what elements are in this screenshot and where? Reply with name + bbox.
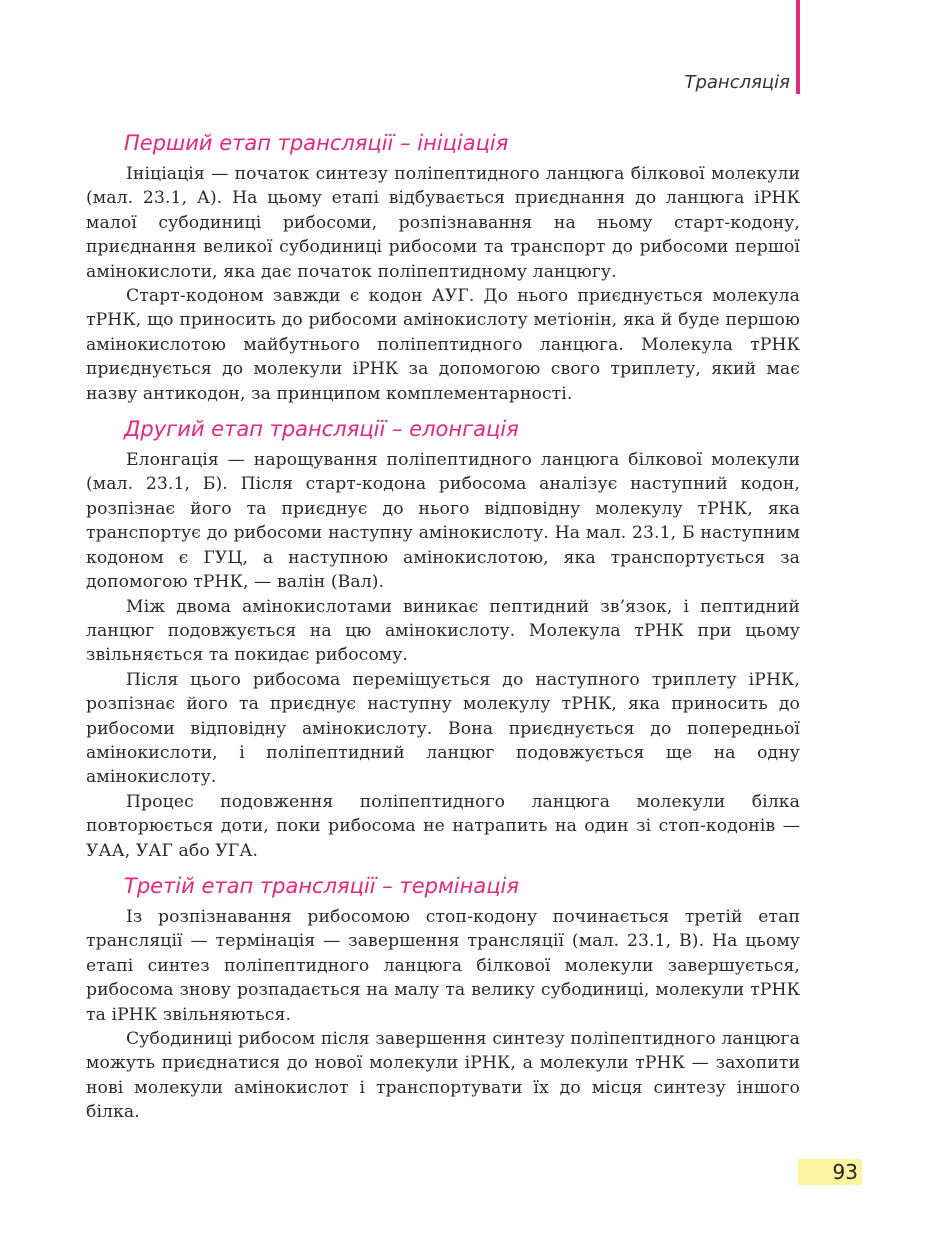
section-initiation (86, 128, 800, 406)
paragraph: Із розпізнавання рибосомою стоп-кодону починається третій етап трансляції — термінація — завершення трансляції (мал. 23.1, В). На цьому етапі синтез поліпептидного ланцюга білкової молекули завершується, рибосома знову розпадається на малу та велику субодиниці, молекули тРНК та іРНК звільняються. (86, 906, 800, 1025)
header-accent-bar (796, 0, 800, 94)
page-content (86, 128, 800, 1125)
section-title: Перший етап трансляції – ініціація (124, 131, 509, 155)
paragraph: Старт-кодоном завжди є кодон АУГ. До нього приєднується молекула тРНК, що приносить до рибосоми амінокислоту метіонін, яка й буде першою амінокислотою майбутнього поліпептидного ланцюга. Молекула тРНК приєднується до молекули іРНК за допомогою свого триплету, який має назву антикодон, за принципом комплементарності. (86, 286, 800, 404)
page-number: 93 (798, 1159, 862, 1185)
paragraph: Субодиниці рибосом після завершення синтезу поліпептидного ланцюга можуть приєднатися до нової молекули іРНК, а молекули тРНК — захопити нові молекули амінокислот і транспортувати їх до місця синтезу іншого білка. (86, 1029, 800, 1123)
paragraph: Між двома амінокислотами виникає пептидний зв’язок, і пептидний ланцюг подовжується на цю амінокислоту. Молекула тРНК при цьому звільняється та покидає рибосому. (86, 596, 800, 666)
section-title: Третій етап трансляції – термінація (124, 873, 519, 898)
section-title: Другий етап трансляції – елонгація (124, 417, 519, 442)
section-elongation (86, 414, 800, 863)
paragraph: Ініціація — початок синтезу поліпептидного ланцюга білкової молекули (мал. 23.1, А). На цьому етапі відбувається приєднання до ланцюга іРНК малої субодиниці рибосоми, розпізнавання на ньому старт-кодону, приєднання великої субодиниці рибосоми та транспорт до рибосоми першої амінокислоти, яка дає початок поліпептидному ланцюгу. (86, 164, 800, 282)
paragraph: Після цього рибосома переміщується до наступного триплету іРНК, розпізнає його та приєднує наступну молекулу тРНК, яка приносить до рибосоми відповідну амінокислоту. Вона приєднується до попередньої амінокислоти, і поліпептидний ланцюг подовжується ще на одну амінокислоту. (86, 669, 800, 788)
paragraph: Процес подовження поліпептидного ланцюга молекули білка повторюється доти, поки рибосома не натрапить на один зі стоп-кодонів — УАА, УАГ або УГА. (86, 791, 800, 861)
running-title: Трансляція (684, 72, 790, 93)
section-termination (86, 871, 800, 1125)
paragraph: Елонгація — нарощування поліпептидного ланцюга білкової молекули (мал. 23.1, Б). Після старт-кодона рибосома аналізує наступний кодон, розпізнає його та приєднує до нього відповідну молекулу тРНК, яка транспортує до рибосоми наступну амінокислоту. На мал. 23.1, Б наступним кодоном є ГУЦ, а наступною амінокислотою, яка транспортується за допомогою тРНК, — валін (Вал). (86, 450, 800, 593)
